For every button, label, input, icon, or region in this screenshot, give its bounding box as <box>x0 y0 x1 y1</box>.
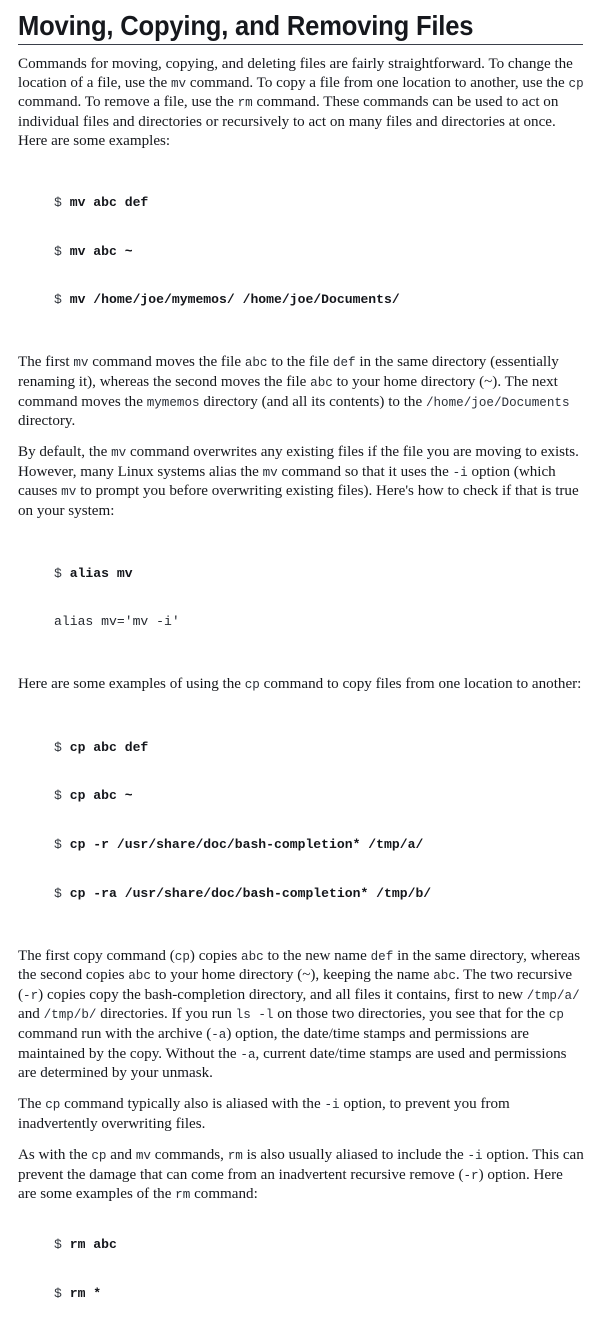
text-run: and <box>106 1147 136 1163</box>
text-run: command. To copy a file from one location to another, use the <box>186 74 569 91</box>
inline-code: mv <box>61 485 77 500</box>
code-line <box>54 1237 584 1253</box>
shell-command: cp -ra /usr/share/doc/bash-completion* /tmp/b/ <box>69 885 432 901</box>
text-run: By default, the <box>18 444 112 461</box>
text-run: is also usually aliased to include the <box>242 1147 468 1163</box>
paragraph-intro <box>18 55 584 150</box>
shell-command: mv /home/joe/mymemos/ /home/joe/Documents/ <box>69 292 400 308</box>
code-line <box>54 1286 584 1302</box>
text-run: to your home directory (~). The next command moves the <box>18 373 558 410</box>
shell-prompt: $ <box>54 565 70 581</box>
paragraph-after-mv <box>18 353 584 430</box>
inline-code: abc <box>244 356 268 371</box>
code-block-alias-mv <box>18 533 584 663</box>
text-run: commands, <box>150 1147 228 1163</box>
shell-prompt: $ <box>54 788 70 804</box>
code-line <box>54 195 584 211</box>
inline-code: mv <box>170 76 187 91</box>
shell-command: mv abc def <box>69 195 149 211</box>
text-run: command to copy files from one location to another: <box>259 676 582 693</box>
text-run: command: <box>190 1186 258 1203</box>
text-run: directories. If you run <box>96 1006 236 1023</box>
inline-code: rm <box>237 96 253 111</box>
code-line <box>54 837 584 853</box>
code-line <box>54 740 584 756</box>
text-run: command overwrites any existing files if the file you are moving to exists. However, many Linux systems alias the <box>18 444 579 480</box>
inline-code: abc <box>128 969 151 984</box>
text-run: The first <box>18 354 74 371</box>
inline-code: abc <box>241 949 264 964</box>
text-run: option (which causes <box>18 463 556 500</box>
inline-code: mymemos <box>146 395 200 410</box>
inline-code: abc <box>310 375 333 390</box>
shell-command: cp abc def <box>69 739 149 755</box>
inline-code: -r <box>463 1168 479 1183</box>
text-run: directory (and all its contents) to the <box>199 393 426 410</box>
inline-code: cp <box>174 949 190 964</box>
text-run: command run with the archive ( <box>18 1026 212 1043</box>
code-line-output <box>54 614 584 630</box>
text-run: in the same directory, whereas the second copies <box>18 947 581 984</box>
inline-code: /home/joe/Documents <box>425 395 570 410</box>
shell-prompt: $ <box>54 885 70 901</box>
text-run: in the same directory (essentially renaming it), whereas the second moves the file <box>18 354 559 390</box>
code-block-rm-examples <box>18 1205 584 1334</box>
text-run: Commands for moving, copying, and deleting files are fairly straightforward. To change the location of a file, use the <box>18 56 573 91</box>
inline-code: -a <box>211 1028 227 1043</box>
text-run: . The two recursive ( <box>18 967 573 1003</box>
shell-prompt: $ <box>54 243 70 259</box>
text-run: to the new name <box>263 947 371 964</box>
text-run: command moves the file <box>88 354 245 371</box>
inline-code: /tmp/a/ <box>526 988 580 1003</box>
paragraph-cp-alias <box>18 1095 584 1133</box>
code-line <box>54 244 584 260</box>
inline-code: abc <box>433 969 456 984</box>
paragraph-after-cp <box>18 947 584 1083</box>
code-block-mv-examples <box>18 163 584 341</box>
text-run: to prompt you before overwriting existing files). Here's how to check if that is true on your system: <box>18 483 579 519</box>
inline-code: cp <box>244 678 260 693</box>
shell-prompt: $ <box>54 1285 70 1301</box>
paragraph-rm-intro <box>18 1146 584 1205</box>
inline-code: def <box>332 356 356 371</box>
paragraph-default-overwrite <box>18 443 584 520</box>
text-run: command. These commands can be used to act on individual files and directories or recursively to act on many files and directories at once. Here are some examples: <box>18 94 559 149</box>
inline-code: mv <box>73 356 89 371</box>
text-run: ) copies <box>189 947 242 964</box>
text-run: Here are some examples of using the <box>18 676 245 693</box>
inline-code: -r <box>23 988 39 1003</box>
inline-code: mv <box>111 446 127 461</box>
inline-code: ls -l <box>235 1008 274 1023</box>
inline-code: cp <box>91 1149 107 1163</box>
text-run: ) option, the date/time stamps and permissions are maintained by the copy. Without the <box>18 1026 530 1062</box>
inline-code: mv <box>262 465 278 480</box>
paragraph-cp-intro <box>18 675 584 695</box>
text-run: to the file <box>267 354 333 371</box>
shell-prompt: $ <box>54 292 70 308</box>
text-run: , current date/time stamps are used and permissions are determined by your unmask. <box>18 1045 567 1082</box>
title-divider <box>18 44 583 45</box>
text-run: As with the <box>18 1147 92 1163</box>
text-run: The <box>18 1096 46 1113</box>
text-run: on those two directories, you see that for the <box>273 1006 549 1023</box>
shell-command: cp -r /usr/share/doc/bash-completion* /tmp/a/ <box>69 836 424 852</box>
text-run: ) option. Here are some examples of the <box>18 1166 563 1203</box>
inline-code: rm <box>227 1149 243 1163</box>
inline-code: rm <box>175 1188 191 1203</box>
text-run: ) copies copy the bash-completion directory, and all files it contains, first to new <box>38 986 527 1003</box>
code-line <box>54 566 584 582</box>
shell-prompt: $ <box>54 1237 70 1253</box>
inline-code: -i <box>324 1098 340 1113</box>
shell-command: alias mv <box>69 565 133 581</box>
text-run: The first copy command ( <box>18 947 175 964</box>
shell-prompt: $ <box>54 739 70 755</box>
shell-command: rm * <box>69 1285 102 1301</box>
code-block-cp-examples <box>18 707 584 934</box>
inline-code: -a <box>240 1047 256 1062</box>
shell-output: alias mv='mv -i' <box>54 614 180 630</box>
text-run: command. To remove a file, use the <box>18 94 238 111</box>
text-run: directory. <box>18 413 76 430</box>
text-run: option. This can prevent the damage that can come from an inadvertent recursive remove ( <box>18 1147 584 1183</box>
text-run: command so that it uses the <box>277 463 453 480</box>
inline-code: def <box>370 949 394 964</box>
inline-code: -i <box>452 465 468 480</box>
text-run: to your home directory (~), keeping the name <box>150 967 434 984</box>
inline-code: mv <box>135 1149 151 1163</box>
inline-code: cp <box>548 1008 564 1023</box>
inline-code: cp <box>568 76 584 91</box>
inline-code: -i <box>467 1149 483 1163</box>
inline-code: /tmp/b/ <box>43 1008 97 1023</box>
shell-prompt: $ <box>54 195 70 211</box>
code-line <box>54 292 584 308</box>
inline-code: cp <box>45 1098 61 1113</box>
text-run: and <box>18 1006 44 1023</box>
code-line <box>54 788 584 804</box>
text-run: command typically also is aliased with the <box>60 1096 325 1113</box>
shell-command: rm abc <box>69 1237 117 1253</box>
text-run: option, to prevent you from inadvertently overwriting files. <box>18 1096 510 1132</box>
page-title: Moving, Copying, and Removing Files <box>18 10 474 41</box>
shell-command: mv abc ~ <box>69 243 133 259</box>
code-line <box>54 886 584 902</box>
shell-command: cp abc ~ <box>69 788 133 804</box>
shell-prompt: $ <box>54 836 70 852</box>
